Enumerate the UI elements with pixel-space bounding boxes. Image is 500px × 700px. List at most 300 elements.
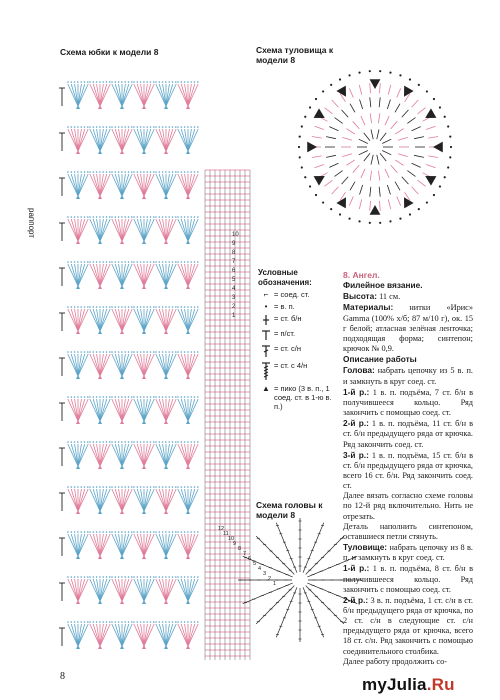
chain-dot	[106, 486, 108, 488]
chain-dot	[140, 441, 142, 443]
picot-dot	[379, 222, 381, 224]
chain-dot	[184, 441, 186, 443]
round-stitch	[326, 137, 336, 139]
fan-stitch	[100, 219, 107, 241]
chain-dot	[162, 261, 164, 263]
chain-dot	[140, 486, 142, 488]
chain-dot	[99, 126, 101, 128]
chain-dot	[118, 126, 120, 128]
chain-dot	[102, 621, 104, 623]
row-label: 2-й р.:	[343, 418, 369, 429]
head-text: набрать цепочку из 5 в. п. и замкнуть в круг соед. ст.	[343, 366, 473, 386]
round-stitch	[426, 165, 435, 168]
materials-para	[343, 302, 473, 354]
fan-stitch	[100, 129, 107, 151]
chain-dot	[96, 171, 98, 173]
picot-dot	[418, 208, 420, 210]
chain-dot	[84, 81, 86, 83]
round-stitch	[370, 201, 371, 211]
picot-dot	[315, 98, 317, 100]
chain-dot	[124, 486, 126, 488]
chain-dot	[175, 351, 177, 353]
chain-dot	[96, 531, 98, 533]
chain-dot	[109, 81, 111, 83]
chain-dot	[168, 126, 170, 128]
chain-dot	[187, 396, 189, 398]
chain-dot	[165, 621, 167, 623]
chain-dot	[165, 81, 167, 83]
chain-dot	[187, 171, 189, 173]
chain-dot	[121, 216, 123, 218]
chain-dot	[143, 81, 145, 83]
chain-dot	[150, 126, 152, 128]
chain-dot	[109, 621, 111, 623]
chain-dot	[74, 216, 76, 218]
chain-dot	[128, 351, 130, 353]
fan-stitch	[166, 534, 173, 556]
chain-dot	[133, 396, 135, 398]
picot-mark	[164, 645, 168, 649]
chain-dot	[162, 306, 164, 308]
chain-dot	[172, 81, 174, 83]
chain-dot	[67, 126, 69, 128]
chain-dot	[172, 351, 174, 353]
fan-stitch	[181, 264, 188, 286]
fan-stitch	[78, 129, 85, 151]
fan-stitch	[122, 84, 129, 106]
chain-dot	[140, 126, 142, 128]
chain-dot	[128, 171, 130, 173]
picot-mark	[76, 465, 80, 469]
chain-dot	[194, 306, 196, 308]
round-stitch	[314, 165, 323, 168]
fan-stitch	[78, 174, 85, 196]
round-stitch	[359, 199, 361, 209]
chain-dot	[194, 576, 196, 578]
picot-dot	[301, 166, 303, 168]
chain-dot	[121, 126, 123, 128]
head-row-number: 3	[263, 571, 267, 577]
chain-dot	[131, 576, 133, 578]
round-stitch	[349, 196, 353, 205]
round-stitch	[371, 155, 373, 165]
chain-dot	[146, 261, 148, 263]
round-stitch	[402, 177, 409, 184]
fan-stitch	[144, 579, 151, 601]
further-para: Далее вязать согласно схеме головы по 12-й ряд включительно. Нить не отрезать.	[343, 491, 473, 521]
fan-stitch	[188, 444, 195, 466]
chain-dot	[181, 441, 183, 443]
picot-mark	[76, 555, 80, 559]
chain-dot	[89, 261, 91, 263]
torso-row-2-para	[343, 595, 473, 657]
chain-dot	[121, 306, 123, 308]
chain-dot	[124, 396, 126, 398]
chain-dot	[74, 396, 76, 398]
chain-dot	[93, 306, 95, 308]
round-stitch	[398, 154, 408, 157]
chain-dot	[133, 441, 135, 443]
picot-mark	[142, 420, 146, 424]
chain-dot	[168, 261, 170, 263]
row-number: 7	[232, 259, 236, 265]
fan-stitch	[137, 399, 144, 421]
chain-dot	[106, 531, 108, 533]
chain-dot	[115, 441, 117, 443]
fan-stitch	[78, 444, 85, 466]
chain-dot	[131, 81, 133, 83]
round-stitch	[378, 171, 379, 181]
chain-dot	[194, 441, 196, 443]
chain-dot	[140, 261, 142, 263]
round-stitch	[412, 163, 421, 167]
torso-text: набрать цепочку из 8 в. п. и замкнуть в круг соед. ст.	[343, 543, 473, 563]
chain-dot	[172, 576, 174, 578]
fan-wedge	[307, 142, 317, 153]
chain-dot	[131, 351, 133, 353]
chain-dot	[177, 486, 179, 488]
chain-dot	[87, 441, 89, 443]
round-stitch	[395, 182, 400, 191]
fan-stitch	[166, 309, 173, 331]
legend-text: = ст. с 4/н	[274, 361, 308, 370]
chain-dot	[194, 351, 196, 353]
fan-stitch	[188, 489, 195, 511]
chain-dot	[71, 216, 73, 218]
fan-stitch	[137, 444, 144, 466]
picot-dot	[322, 90, 324, 92]
picot-dot	[450, 146, 452, 148]
fan-stitch	[78, 354, 85, 376]
round-stitch	[385, 169, 389, 178]
chain-dot	[172, 441, 174, 443]
chain-dot	[96, 621, 98, 623]
fan-stitch	[71, 84, 78, 106]
chain-dot	[153, 441, 155, 443]
work-heading: Описание работы	[343, 354, 417, 365]
head-spoke	[306, 536, 344, 574]
chain-dot	[109, 216, 111, 218]
picot-mark	[120, 150, 124, 154]
chain-dot	[190, 576, 192, 578]
chain-dot	[111, 306, 113, 308]
chain-dot	[143, 126, 145, 128]
picot-mark	[98, 375, 102, 379]
picot-mark	[120, 510, 124, 514]
chain-dot	[99, 261, 101, 263]
picot-mark	[120, 285, 124, 289]
chain-dot	[197, 621, 199, 623]
round-stitch	[324, 108, 332, 114]
chain-dot	[165, 486, 167, 488]
picot-mark	[120, 645, 124, 649]
chain-dot	[102, 576, 104, 578]
fan-stitch	[188, 264, 195, 286]
chain-dot	[77, 441, 79, 443]
picot-mark	[76, 285, 80, 289]
round-stitch	[380, 153, 386, 161]
chain-dot	[89, 171, 91, 173]
chain-dot	[121, 396, 123, 398]
chain-dot	[175, 81, 177, 83]
chain-dot	[155, 216, 157, 218]
picot-mark	[120, 330, 124, 334]
chain-dot	[165, 441, 167, 443]
chain-dot	[162, 531, 164, 533]
fan-stitch	[115, 444, 122, 466]
chain-dot	[87, 216, 89, 218]
head-spoke	[276, 587, 297, 637]
row-label: 3-й р.:	[343, 449, 369, 460]
chain-dot	[80, 396, 82, 398]
fan-stitch	[100, 354, 107, 376]
chain-dot	[109, 531, 111, 533]
fan-stitch	[71, 354, 78, 376]
chain-dot	[109, 306, 111, 308]
fan-stitch	[122, 354, 129, 376]
chain-dot	[187, 531, 189, 533]
chain-dot	[168, 396, 170, 398]
chain-dot	[111, 531, 113, 533]
chain-dot	[140, 351, 142, 353]
chain-dot	[172, 306, 174, 308]
chain-dot	[84, 351, 86, 353]
chain-dot	[190, 486, 192, 488]
head-spoke	[303, 523, 324, 573]
chain-dot	[111, 81, 113, 83]
picot-symbol-icon: ▲	[262, 384, 270, 393]
head-row-number: 7	[243, 551, 247, 557]
chain-dot	[150, 81, 152, 83]
picot-dot	[433, 194, 435, 196]
chain-dot	[150, 306, 152, 308]
chain-dot	[133, 351, 135, 353]
round-stitch	[426, 126, 435, 129]
fan-stitch	[78, 84, 85, 106]
chain-dot	[181, 81, 183, 83]
chain-dot	[168, 621, 170, 623]
chain-dot	[124, 126, 126, 128]
round-stitch	[395, 160, 403, 165]
chain-dot	[190, 81, 192, 83]
chain-dot	[111, 396, 113, 398]
chain-dot	[80, 621, 82, 623]
chain-dot	[131, 306, 133, 308]
chain-dot	[106, 621, 108, 623]
chain-dot	[77, 621, 79, 623]
chain-dot	[133, 81, 135, 83]
chain-dot	[128, 261, 130, 263]
fan-stitch	[93, 129, 100, 151]
chain-dot	[177, 81, 179, 83]
chain-dot	[102, 486, 104, 488]
round-stitch	[380, 133, 386, 141]
chain-dot	[87, 396, 89, 398]
chain-dot	[162, 486, 164, 488]
picot-mark	[120, 105, 124, 109]
chain-dot	[87, 126, 89, 128]
head-spoke	[256, 586, 294, 624]
fan-stitch	[181, 354, 188, 376]
chain-dot	[128, 81, 130, 83]
chain-dot	[93, 531, 95, 533]
picot-dot	[301, 125, 303, 127]
watermark-logo	[362, 675, 455, 695]
chain-dot	[197, 576, 199, 578]
fan-stitch	[137, 219, 144, 241]
fan-stitch	[137, 264, 144, 286]
row-number: 9	[232, 241, 236, 247]
chain-dot	[181, 576, 183, 578]
chain-dot	[87, 306, 89, 308]
chain-dot	[128, 531, 130, 533]
chain-dot	[177, 621, 179, 623]
round-stitch	[353, 121, 360, 129]
chain-dot	[150, 486, 152, 488]
fan-stitch	[137, 129, 144, 151]
fan-stitch	[144, 624, 151, 646]
chain-dot	[140, 81, 142, 83]
chain-dot	[190, 441, 192, 443]
chain-dot	[102, 126, 104, 128]
chain-dot	[87, 576, 89, 578]
head-spoke	[256, 536, 294, 574]
legend-item	[258, 329, 340, 341]
round-stitch	[349, 88, 353, 97]
chain-dot	[137, 261, 139, 263]
chain-dot	[74, 171, 76, 173]
chain-dot	[181, 531, 183, 533]
row-number: 3	[232, 295, 236, 301]
chain-dot	[133, 306, 135, 308]
chain-dot	[159, 306, 161, 308]
row-text: 1 в. п. подъёма, 7 ст. б/н в получившееся кольцо. Ряд закончить с помощью соед. ст.	[343, 387, 473, 418]
chain-dot	[67, 261, 69, 263]
round-stitch	[407, 171, 415, 177]
chain-dot	[99, 576, 101, 578]
chain-dot	[197, 351, 199, 353]
picot-mark	[186, 375, 190, 379]
picot-mark	[98, 195, 102, 199]
chain-dot	[190, 531, 192, 533]
round-stitch	[314, 126, 323, 129]
chain-dot	[190, 171, 192, 173]
chain-dot	[115, 81, 117, 83]
fan-stitch	[100, 264, 107, 286]
chain-dot	[87, 621, 89, 623]
chain-dot	[74, 621, 76, 623]
head-spoke	[276, 523, 297, 573]
fan-stitch	[166, 84, 173, 106]
chain-dot	[118, 351, 120, 353]
picot-mark	[98, 510, 102, 514]
chain-dot	[168, 531, 170, 533]
chain-dot	[131, 441, 133, 443]
chain-dot	[143, 441, 145, 443]
row-label: 1-й р.:	[343, 386, 370, 397]
chain-dot	[162, 171, 164, 173]
fan-stitch	[122, 534, 129, 556]
chain-dot	[153, 486, 155, 488]
chain-dot	[143, 306, 145, 308]
head-spoke	[243, 583, 293, 604]
picot-mark	[164, 150, 168, 154]
chain-dot	[165, 396, 167, 398]
chain-dot	[102, 216, 104, 218]
chain-dot	[111, 216, 113, 218]
chain-dot	[124, 441, 126, 443]
chain-dot	[77, 486, 79, 488]
chain-dot	[87, 351, 89, 353]
fan-stitch	[181, 219, 188, 241]
chain-dot	[84, 396, 86, 398]
picot-mark	[98, 150, 102, 154]
chain-dot	[143, 486, 145, 488]
fan-stitch	[100, 489, 107, 511]
chain-dot	[89, 531, 91, 533]
dc-symbol-icon	[258, 344, 274, 358]
chain-dot	[172, 396, 174, 398]
round-stitch	[385, 116, 389, 125]
head-row-number: 4	[258, 566, 262, 572]
chain-dot	[177, 531, 179, 533]
fan-stitch	[115, 264, 122, 286]
chain-dot	[143, 351, 145, 353]
fan-stitch	[181, 534, 188, 556]
chain-dot	[109, 351, 111, 353]
chain-dot	[84, 306, 86, 308]
round-stitch	[397, 196, 401, 205]
fan-stitch	[188, 129, 195, 151]
rapport-label: раппорт	[27, 208, 36, 238]
fan-stitch	[188, 309, 195, 331]
fan-stitch	[100, 444, 107, 466]
chain-dot	[140, 216, 142, 218]
chain-dot	[197, 486, 199, 488]
row-text: 1 в. п. подъёма, 8 ст. б/н в получившееся кольцо. Ряд закончить с помощью соед. ст.	[343, 564, 473, 594]
chain-dot	[71, 486, 73, 488]
chain-dot	[159, 621, 161, 623]
chain-dot	[99, 441, 101, 443]
fan-stitch	[181, 624, 188, 646]
chain-dot	[172, 261, 174, 263]
chain-dot	[67, 621, 69, 623]
chain-dot	[190, 306, 192, 308]
chain-dot	[162, 126, 164, 128]
chain-dot	[115, 576, 117, 578]
fan-stitch	[100, 624, 107, 646]
picot-mark	[98, 240, 102, 244]
fan-stitch	[115, 534, 122, 556]
chain-dot	[133, 261, 135, 263]
chain-dot	[175, 306, 177, 308]
picot-dot	[379, 70, 381, 72]
chain-dot	[187, 306, 189, 308]
chain-dot	[194, 621, 196, 623]
round-stitch	[382, 150, 391, 154]
chain-dot	[143, 396, 145, 398]
picot-dot	[330, 208, 332, 210]
chain-dot	[150, 621, 152, 623]
fan-stitch	[93, 354, 100, 376]
chain-dot	[106, 261, 108, 263]
chain-dot	[102, 306, 104, 308]
chain-dot	[143, 171, 145, 173]
chain-dot	[184, 576, 186, 578]
chain-dot	[140, 531, 142, 533]
chain-dot	[99, 81, 101, 83]
round-stitch	[382, 139, 391, 143]
